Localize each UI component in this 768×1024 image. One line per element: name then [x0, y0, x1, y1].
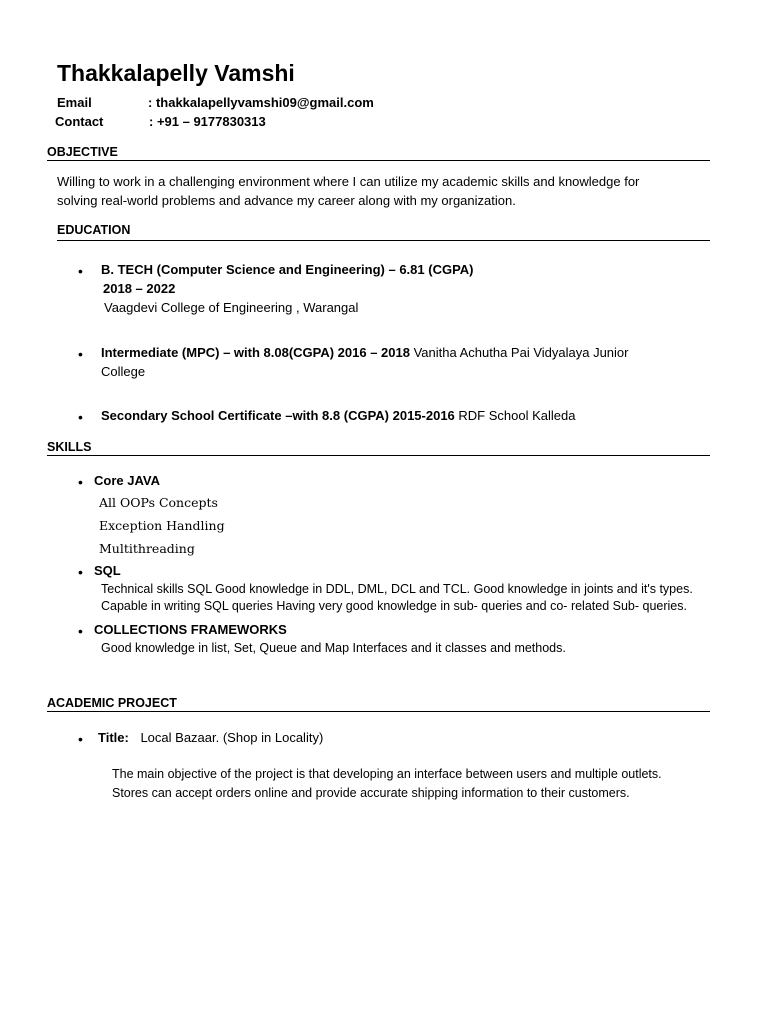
objective-text-line1: Willing to work in a challenging environment where I can utilize my academic skills and knowledge for [57, 174, 640, 189]
java-item-oops: All OOPs Concepts [99, 495, 218, 510]
sql-text-line2: Capable in writing SQL queries Having very good knowledge in sub- queries and co- related Sub- queries. [101, 599, 687, 613]
project-title-label: Title: [98, 730, 129, 745]
sql-title: SQL [94, 563, 121, 578]
bullet-java: • [78, 474, 83, 490]
email-label: Email [57, 95, 92, 110]
skills-rule [47, 455, 710, 456]
bullet-ssc: • [78, 409, 83, 425]
candidate-name: Thakkalapelly Vamshi [57, 60, 295, 86]
objective-text-line2: solving real-world problems and advance my career along with my organization. [57, 193, 516, 208]
intermediate-line1 [101, 345, 628, 360]
java-item-multithreading: Multithreading [99, 541, 195, 556]
project-heading: ACADEMIC PROJECT [47, 696, 177, 710]
java-title: Core JAVA [94, 473, 160, 488]
btech-years: 2018 – 2022 [103, 281, 176, 296]
skills-heading: SKILLS [47, 440, 92, 454]
java-item-exception: Exception Handling [99, 518, 225, 533]
intermediate-school: Vanitha Achutha Pai Vidyalaya Junior [409, 345, 629, 360]
contact-value: : +91 – 9177830313 [149, 114, 266, 129]
intermediate-title: Intermediate (MPC) – with 8.08(CGPA) 2016 – 2018 [101, 345, 410, 360]
bullet-sql: • [78, 564, 83, 580]
collections-text: Good knowledge in list, Set, Queue and Map Interfaces and it classes and methods. [101, 641, 566, 655]
intermediate-school-line2: College [101, 364, 146, 379]
project-rule [47, 711, 710, 712]
bullet-intermediate: • [78, 346, 83, 362]
btech-title: B. TECH (Computer Science and Engineering) – 6.81 (CGPA) [101, 262, 474, 277]
bullet-collections: • [78, 623, 83, 639]
project-title-line [98, 730, 323, 745]
ssc-line [101, 408, 575, 423]
project-desc-line2: Stores can accept orders online and provide accurate shipping information to their customers. [112, 786, 630, 800]
bullet-project-title: • [78, 731, 83, 747]
ssc-school: RDF School Kalleda [454, 408, 576, 423]
btech-college: Vaagdevi College of Engineering , Warangal [104, 300, 359, 315]
project-title-value: Local Bazaar. (Shop in Locality) [140, 730, 324, 745]
objective-heading: OBJECTIVE [47, 145, 118, 159]
collections-title: COLLECTIONS FRAMEWORKS [94, 622, 287, 637]
email-value: : thakkalapellyvamshi09@gmail.com [148, 95, 374, 110]
ssc-title: Secondary School Certificate –with 8.8 (CGPA) 2015-2016 [101, 408, 455, 423]
sql-text-line1: Technical skills SQL Good knowledge in DDL, DML, DCL and TCL. Good knowledge in joints and it's types. [101, 582, 693, 596]
contact-label: Contact [55, 114, 104, 129]
objective-rule [47, 160, 710, 161]
education-rule [57, 240, 710, 241]
bullet-btech: • [78, 263, 83, 279]
education-heading: EDUCATION [57, 223, 131, 237]
project-desc-line1: The main objective of the project is that developing an interface between users and multiple outlets. [112, 767, 662, 781]
